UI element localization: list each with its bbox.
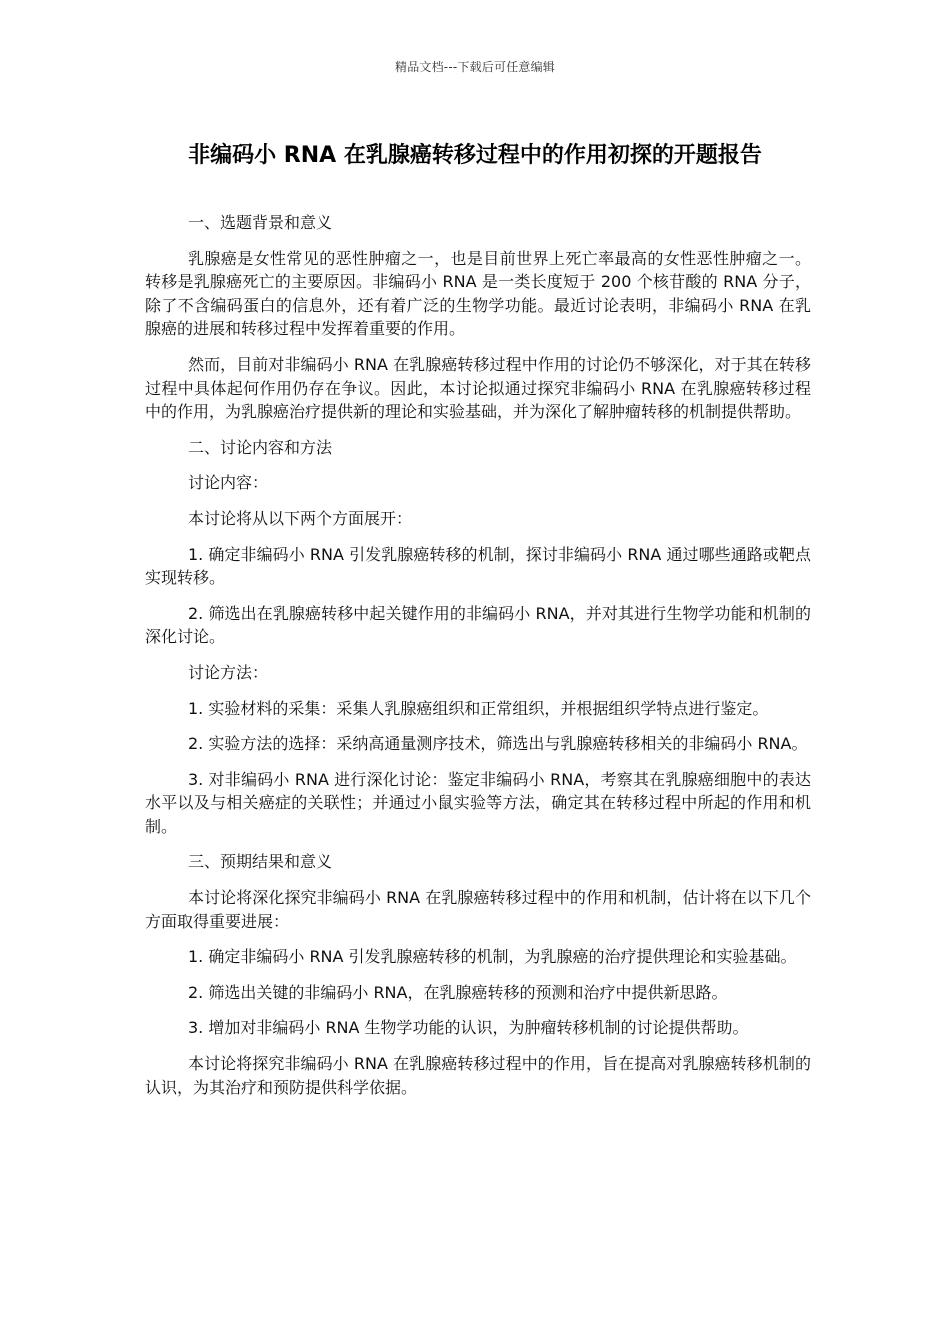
paragraph: 乳腺癌是女性常见的恶性肿瘤之一，也是目前世界上死亡率最高的女性恶性肿瘤之一。转移是乳腺癌死亡的主要原因。非编码小 RNA 是一类长度短于 200 个核苷酸的 RNA 分子，除了不含编码蛋白的信息外，还有着广泛的生物学功能。最近讨论表明，非编码小 RNA 在乳腺癌的进展和转移过程中发挥着重要的作用。 bbox=[145, 248, 811, 339]
list-item: 3. 对非编码小 RNA 进行深化讨论：鉴定非编码小 RNA，考察其在乳腺癌细胞中的表达水平以及与相关癌症的关联性；并通过小鼠实验等方法，确定其在转移过程中所起的作用和机制。 bbox=[145, 769, 811, 836]
paragraph: 本讨论将从以下两个方面展开： bbox=[188, 508, 413, 528]
section-heading-expected-results: 三、预期结果和意义 bbox=[188, 852, 333, 872]
header-note: 精品文档---下载后可任意编辑 bbox=[395, 60, 555, 74]
list-item: 1. 确定非编码小 RNA 引发乳腺癌转移的机制，探讨非编码小 RNA 通过哪些通路或靶点实现转移。 bbox=[145, 544, 811, 588]
subheading-content: 讨论内容： bbox=[188, 473, 269, 493]
section-heading-content-methods: 二、讨论内容和方法 bbox=[188, 437, 333, 457]
list-item: 1. 确定非编码小 RNA 引发乳腺癌转移的机制，为乳腺癌的治疗提供理论和实验基础。 bbox=[188, 947, 797, 967]
list-item: 2. 筛选出关键的非编码小 RNA，在乳腺癌转移的预测和治疗中提供新思路。 bbox=[188, 982, 728, 1002]
list-item: 3. 增加对非编码小 RNA 生物学功能的认识，为肿瘤转移机制的讨论提供帮助。 bbox=[188, 1018, 749, 1038]
document-body bbox=[145, 211, 811, 1111]
paragraph: 本讨论将探究非编码小 RNA 在乳腺癌转移过程中的作用，旨在提高对乳腺癌转移机制的认识，为其治疗和预防提供科学依据。 bbox=[145, 1054, 811, 1097]
list-item: 1. 实验材料的采集：采集人乳腺癌组织和正常组织，并根据组织学特点进行鉴定。 bbox=[188, 698, 769, 718]
list-item: 2. 实验方法的选择：采纳高通量测序技术，筛选出与乳腺癌转移相关的非编码小 RNA。 bbox=[188, 734, 808, 754]
paragraph: 然而，目前对非编码小 RNA 在乳腺癌转移过程中作用的讨论仍不够深化，对于其在转移过程中具体起何作用仍存在争议。因此，本讨论拟通过探究非编码小 RNA 在乳腺癌转移过程中的作用，为乳腺癌治疗提供新的理论和实验基础，并为深化了解肿瘤转移的机制提供帮助。 bbox=[145, 354, 811, 422]
section-heading-background: 一、选题背景和意义 bbox=[188, 213, 333, 232]
document-title: 非编码小 RNA 在乳腺癌转移过程中的作用初探的开题报告 bbox=[188, 143, 762, 168]
subheading-methods: 讨论方法： bbox=[188, 662, 269, 682]
paragraph: 本讨论将深化探究非编码小 RNA 在乳腺癌转移过程中的作用和机制，估计将在以下几个方面取得重要进展： bbox=[145, 888, 811, 931]
list-item: 2. 筛选出在乳腺癌转移中起关键作用的非编码小 RNA，并对其进行生物学功能和机制的深化讨论。 bbox=[145, 603, 811, 647]
